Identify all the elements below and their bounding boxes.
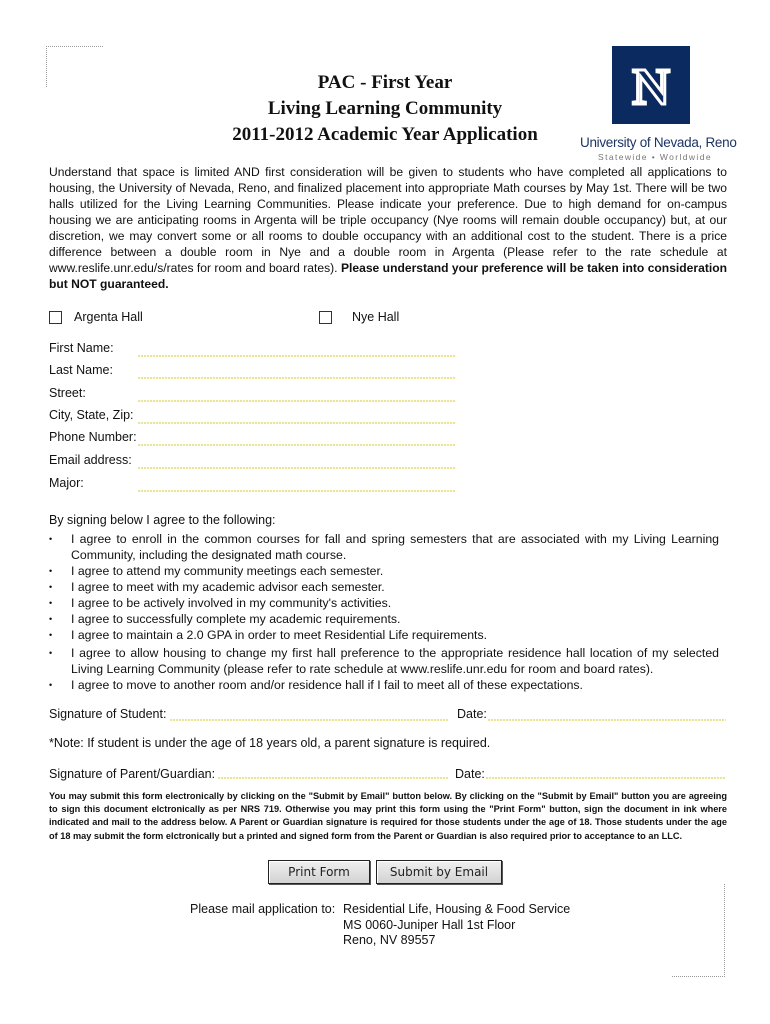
intro-text: Understand that space is limited AND first consideration will be given to students who have completed all applications to housing, the University of Nevada, Reno, and finalized placement into appropriate Math courses by May 1st. There will be two halls utilized for the Living Learning Communities. Please indicate your preference. Due to high demand for on-campus housing we are anticipating rooms in Argenta will be triple occupancy (Nye rooms will remain double occupancy) but, at our discretion, we may convert some or all rooms to double occupancy with an additional cost to the student. There is a price difference between a double room in Nye and a double room in Argenta (Please refer to the rate schedule at www.reslife.unr.edu/s/rates for room and board rates). bbox=[49, 165, 727, 275]
address-line-3: Reno, NV 89557 bbox=[343, 933, 436, 947]
agreement-text: I agree to move to another room and/or residence hall if I fail to meet all of these expectations. bbox=[71, 678, 583, 692]
mailing-address bbox=[343, 902, 570, 949]
bullet: • bbox=[49, 680, 53, 690]
title-line-1: PAC - First Year bbox=[317, 72, 453, 93]
university-name: University of Nevada, Reno bbox=[580, 135, 737, 150]
agreement-text: I agree to meet with my academic advisor each semester. bbox=[71, 580, 385, 594]
email-address-label: Email address: bbox=[49, 453, 132, 467]
bullet: • bbox=[49, 630, 53, 640]
form-title bbox=[200, 70, 570, 148]
nye-hall-option[interactable] bbox=[319, 310, 399, 324]
first-name-label: First Name: bbox=[49, 341, 114, 355]
last-name-label: Last Name: bbox=[49, 363, 113, 377]
nye-hall-checkbox[interactable] bbox=[319, 311, 332, 324]
submit-by-email-button[interactable]: Submit by Email bbox=[376, 860, 502, 884]
agreement-text: I agree to enroll in the common courses for fall and spring semesters that are associated with my Living Learning Community, including the designated math course. bbox=[71, 532, 719, 562]
university-logo bbox=[612, 46, 690, 124]
student-date-label: Date: bbox=[457, 707, 487, 721]
bullet: • bbox=[49, 614, 53, 624]
first-name-row bbox=[49, 341, 469, 361]
argenta-hall-checkbox[interactable] bbox=[49, 311, 62, 324]
phone-number-row bbox=[49, 430, 469, 450]
agreement-text: I agree to successfully complete my academic requirements. bbox=[71, 612, 401, 626]
first-name-field[interactable] bbox=[138, 355, 456, 357]
bullet: • bbox=[49, 582, 53, 592]
major-row bbox=[49, 476, 469, 496]
student-signature-label: Signature of Student: bbox=[49, 707, 167, 721]
agreement-text: I agree to allow housing to change my first hall preference to the appropriate residence hall location of my selected Living Learning Community (please refer to rate schedule at www.reslife.unr.edu for room and board rates). bbox=[71, 646, 719, 676]
intro-paragraph bbox=[49, 164, 727, 292]
crop-mark-bottom-right bbox=[672, 884, 725, 977]
email-address-field[interactable] bbox=[138, 467, 456, 469]
title-line-2: Living Learning Community bbox=[267, 98, 503, 119]
agreement-text: I agree to be actively involved in my community's activities. bbox=[71, 596, 392, 610]
submission-instructions: You may submit this form electronically by clicking on the "Submit by Email" button below. By clicking on the "Submit by Email" button you are agreeing to sign this document elctronically as per NRS 719. Otherwise you may print this form using the "Print Form" button, sign the document in ink where indicated and mail to the address below. A Parent or Guardian signature is required for those students under the age of 18. Those students under the age of 18 may submit the form elctronically but a printed and signed form from the Parent or Guardian is also required prior to acceptance to an LLC. bbox=[49, 791, 727, 841]
parent-date-label: Date: bbox=[455, 767, 485, 781]
parent-signature-label: Signature of Parent/Guardian: bbox=[49, 767, 216, 781]
street-label: Street: bbox=[49, 386, 86, 400]
logo-letter: N bbox=[632, 59, 670, 116]
major-label: Major: bbox=[49, 476, 84, 490]
print-form-button[interactable]: Print Form bbox=[268, 860, 370, 884]
intro-bold-text: Please understand your preference will be taken into consideration but NOT guaranteed. bbox=[49, 261, 727, 291]
parent-signature-note: *Note: If student is under the age of 18 years old, a parent signature is required. bbox=[49, 736, 491, 750]
bullet: • bbox=[49, 598, 53, 608]
street-row bbox=[49, 386, 469, 406]
city-state-zip-field[interactable] bbox=[138, 422, 456, 424]
student-date-field[interactable] bbox=[488, 719, 726, 721]
last-name-row bbox=[49, 363, 469, 383]
student-signature-field[interactable] bbox=[170, 719, 448, 721]
email-address-row bbox=[49, 453, 469, 473]
street-field[interactable] bbox=[138, 400, 456, 402]
bullet: • bbox=[49, 566, 53, 576]
title-line-3: 2011-2012 Academic Year Application bbox=[232, 124, 538, 145]
bullet: • bbox=[49, 534, 53, 544]
parent-signature-field[interactable] bbox=[218, 777, 448, 779]
university-tagline: Statewide • Worldwide bbox=[598, 152, 712, 162]
address-line-2: MS 0060-Juniper Hall 1st Floor bbox=[343, 917, 516, 932]
phone-number-label: Phone Number: bbox=[49, 430, 137, 444]
address-line-1: Residential Life, Housing & Food Service bbox=[343, 902, 571, 916]
nye-hall-label: Nye Hall bbox=[352, 310, 400, 324]
agreement-text: I agree to attend my community meetings each semester. bbox=[71, 564, 384, 578]
last-name-field[interactable] bbox=[138, 377, 456, 379]
agreement-text: I agree to maintain a 2.0 GPA in order to meet Residential Life requirements. bbox=[71, 628, 488, 642]
phone-number-field[interactable] bbox=[138, 444, 456, 446]
bullet: • bbox=[49, 648, 53, 658]
city-state-zip-label: City, State, Zip: bbox=[49, 408, 134, 422]
parent-date-field[interactable] bbox=[486, 777, 726, 779]
argenta-hall-label: Argenta Hall bbox=[74, 310, 143, 324]
agreement-intro: By signing below I agree to the following: bbox=[49, 513, 276, 527]
logo-n-icon bbox=[612, 46, 690, 124]
crop-mark-top-left bbox=[46, 46, 103, 87]
mail-to-label: Please mail application to: bbox=[190, 902, 336, 916]
major-field[interactable] bbox=[138, 490, 456, 492]
argenta-hall-option[interactable] bbox=[49, 310, 143, 324]
city-state-zip-row bbox=[49, 408, 469, 428]
